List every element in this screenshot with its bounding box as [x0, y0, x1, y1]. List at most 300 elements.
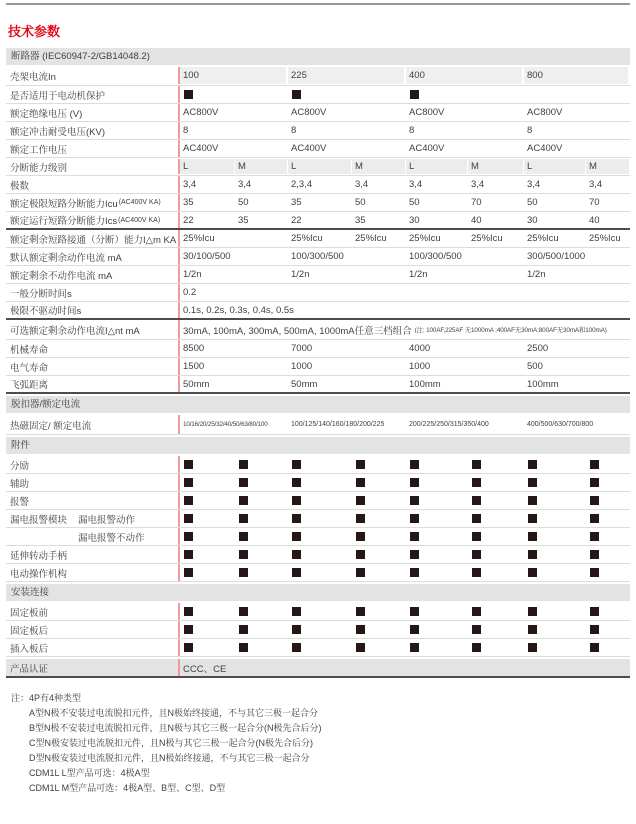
cell-value: 35 [355, 214, 366, 226]
cell-value [406, 564, 468, 581]
check-square [184, 625, 193, 634]
cell-value: 30 [527, 214, 538, 226]
cell-value: 3,4 [409, 179, 423, 190]
check-square [528, 568, 537, 577]
cell-value [178, 320, 630, 339]
table-header-label: 断路器 (IEC60947-2/GB14048.2) [11, 51, 150, 62]
row-label-cell [6, 86, 178, 103]
row-label: 极限不驱动时间s [10, 306, 82, 317]
cell-value-text: 30mA, 100mA, 300mA, 500mA, 1000mA任意三档组合 [183, 325, 412, 337]
check-square [184, 478, 193, 487]
page-title: 技术参数 [8, 24, 61, 39]
cell-value: 1/2n [178, 266, 288, 283]
cell-value [235, 492, 288, 509]
cert-value: CCC、CE [183, 663, 227, 675]
row-label-cell [6, 564, 178, 581]
cell-value [178, 86, 288, 103]
check-square [239, 478, 248, 487]
spec-row [6, 659, 630, 678]
cell-value [586, 546, 630, 563]
cell-value [586, 456, 630, 473]
spec-row [6, 212, 630, 230]
cell-value [235, 621, 288, 638]
cell-value: 22 [291, 214, 302, 226]
cell-value [524, 456, 586, 473]
cell-value: AC400V [527, 143, 563, 154]
check-square [472, 643, 481, 652]
row-label-cell [6, 158, 178, 175]
check-square [292, 607, 301, 616]
cell-value [352, 510, 406, 527]
datasheet-page [0, 3, 636, 796]
cell-value [586, 492, 630, 509]
row-label-cell [6, 266, 178, 283]
cell-value [468, 639, 524, 656]
row-label-cell [6, 320, 178, 339]
row-label-cell [6, 474, 178, 491]
row-sublabel: 漏电报警不动作 [78, 532, 145, 544]
check-square [410, 625, 419, 634]
cell-value-text: 0.1s, 0.2s, 0.3s, 0.4s, 0.5s [183, 304, 294, 316]
check-square [590, 478, 599, 487]
cell-value: 25%Icu [291, 233, 323, 244]
cell-value [352, 474, 406, 491]
cell-value: 3,4 [238, 179, 252, 190]
spec-row [6, 230, 630, 248]
check-square [590, 496, 599, 505]
cell-value: 50 [355, 197, 366, 208]
cell-value [235, 546, 288, 563]
cell-value [524, 474, 586, 491]
cell-value [406, 603, 468, 620]
spec-row [6, 510, 630, 528]
cell-value [178, 621, 235, 638]
check-square [410, 607, 419, 616]
cell-value [524, 621, 586, 638]
cell-value: M [586, 159, 629, 174]
spec-row [6, 528, 630, 546]
check-square [528, 607, 537, 616]
cell-value: 100mm [409, 378, 441, 390]
cell-value: L [406, 159, 467, 174]
cell-value: 100/125/140/160/180/200/225 [291, 421, 385, 428]
check-square [590, 514, 599, 523]
cell-value [235, 474, 288, 491]
cell-value: L [524, 159, 585, 174]
check-square [410, 496, 419, 505]
row-label: 辅助 [10, 478, 30, 490]
notes [6, 691, 630, 796]
note-line: CDM1L L型产品可选：4极A型 [29, 768, 150, 778]
check-square [528, 478, 537, 487]
row-label-cell [6, 659, 178, 676]
cell-value: 2500 [527, 343, 549, 354]
cell-value [468, 474, 524, 491]
spec-row [6, 492, 630, 510]
note-items [11, 706, 630, 796]
cell-value: L [178, 159, 234, 174]
row-label-small: (AC400V KA) [118, 199, 161, 206]
check-square [410, 643, 419, 652]
row-label-cell [6, 415, 178, 434]
check-square [356, 514, 365, 523]
cell-value [352, 621, 406, 638]
cell-value: 10/16/20/25/32/40/50/63/80/100 [178, 415, 288, 434]
spec-row [6, 248, 630, 266]
check-square [410, 568, 419, 577]
row-label-cell [6, 230, 178, 247]
row-label-cell [6, 194, 178, 211]
cell-value: 25%Icu [409, 233, 441, 244]
check-square [292, 643, 301, 652]
cell-value [178, 492, 235, 509]
check-square [356, 643, 365, 652]
row-label: 漏电报警模块 [10, 514, 68, 526]
check-square [239, 514, 248, 523]
cell-value: M [468, 159, 523, 174]
cell-value [524, 492, 586, 509]
row-label-cell [6, 248, 178, 265]
check-square [472, 568, 481, 577]
check-square [472, 625, 481, 634]
cell-value: AC400V [409, 143, 445, 154]
check-square [410, 460, 419, 469]
cell-value: 500 [527, 361, 543, 372]
cell-value: 50 [527, 197, 538, 208]
row-label-cell [6, 621, 178, 638]
spec-row [6, 474, 630, 492]
row-label: 机械寿命 [10, 344, 49, 356]
check-square [184, 532, 193, 541]
section-bar-label: 脱扣器/额定电流 [11, 399, 81, 410]
row-label: 额定绝缘电压 (V) [10, 108, 83, 120]
row-label-cell [6, 66, 178, 85]
cell-value [288, 528, 352, 545]
cell-value [235, 528, 288, 545]
row-label: 额定剩余不动作电流 mA [10, 270, 113, 282]
check-square [239, 643, 248, 652]
section-bar-label: 附件 [11, 440, 31, 451]
check-square [410, 90, 419, 99]
cell-value [178, 510, 235, 527]
cell-value: AC800V [291, 107, 327, 118]
note-lead: 注：4P有4种类型 [11, 693, 82, 703]
check-square [590, 550, 599, 559]
cell-value: 8 [291, 125, 297, 136]
cell-value [406, 546, 468, 563]
spec-row [6, 546, 630, 564]
row-label: 产品认证 [10, 663, 49, 675]
row-label: 固定板后 [10, 625, 49, 637]
check-square [590, 607, 599, 616]
check-square [356, 568, 365, 577]
cell-value: 100mm [527, 378, 559, 390]
cell-value [468, 510, 524, 527]
cell-value [524, 546, 586, 563]
check-square [184, 550, 193, 559]
row-label-cell [6, 639, 178, 656]
check-square [356, 496, 365, 505]
check-square [239, 607, 248, 616]
cell-value: 50 [238, 197, 249, 208]
cell-value: 7000 [291, 343, 313, 354]
check-square [356, 607, 365, 616]
cell-value: 25%Icu [589, 233, 621, 244]
table-rows [6, 66, 630, 678]
section-bar [6, 437, 630, 454]
check-square [239, 496, 248, 505]
row-label: 插入板后 [10, 643, 49, 655]
cell-value [178, 546, 235, 563]
cell-value [406, 492, 468, 509]
cell-value [352, 564, 406, 581]
check-square [184, 607, 193, 616]
spec-row [6, 639, 630, 657]
check-square [292, 460, 301, 469]
cell-value: 400/500/630/700/800 [527, 421, 594, 428]
cell-value: 70 [471, 197, 482, 208]
cell-value: 8 [409, 125, 415, 136]
section-bar [6, 584, 630, 601]
row-label: 电动操作机构 [10, 568, 68, 580]
cell-value [288, 510, 352, 527]
cell-value: 8 [527, 125, 533, 136]
cell-value [586, 621, 630, 638]
cell-value: 3,4 [355, 179, 369, 190]
spec-row [6, 415, 630, 435]
check-square [410, 514, 419, 523]
cell-value: AC800V [527, 107, 563, 118]
cell-value: 1000 [409, 361, 431, 372]
check-square [472, 514, 481, 523]
cell-value: 25%Icu [527, 233, 559, 244]
section-bar [6, 396, 630, 413]
row-label-cell [6, 510, 178, 527]
check-square [528, 625, 537, 634]
cell-value: 25%Icu [178, 230, 288, 247]
spec-row [6, 194, 630, 212]
check-square [590, 625, 599, 634]
cell-value: 200/225/250/315/350/400 [409, 421, 489, 428]
spec-row [6, 456, 630, 474]
cell-value [288, 603, 352, 620]
row-label-cell [6, 603, 178, 620]
cell-value: 40 [589, 214, 600, 226]
row-label: 分断能力级别 [10, 162, 68, 174]
cell-value: 50mm [291, 378, 318, 390]
cell-value: 1/2n [291, 269, 310, 280]
cell-value [235, 456, 288, 473]
cell-note: (注: 100AF,225AF 无1000mA ;400AF无30mA;800AF无30mA和100mA) [414, 327, 607, 334]
cell-value [468, 564, 524, 581]
cell-value [235, 603, 288, 620]
row-label: 一般分断时间s [10, 288, 72, 300]
cell-value: L [288, 159, 351, 174]
cell-value: 35 [178, 194, 235, 211]
cell-value: 300/500/1000 [527, 251, 586, 262]
row-label-cell [6, 528, 178, 545]
cell-value: AC400V [291, 143, 327, 154]
check-square [356, 478, 365, 487]
check-square [239, 550, 248, 559]
cell-value [406, 528, 468, 545]
check-square [292, 514, 301, 523]
cell-value: 100/300/500 [409, 251, 462, 262]
note-line: D型N极安装过电流脱扣元件，且N极始终接通，不与其它三极一起合分 [29, 753, 310, 763]
cell-value: 1/2n [409, 269, 428, 280]
row-label-cell [6, 104, 178, 121]
check-square [239, 532, 248, 541]
check-square [292, 90, 301, 99]
table-header-bar [6, 48, 630, 65]
spec-row [6, 140, 630, 158]
cell-value: 1/2n [527, 269, 546, 280]
check-square [590, 460, 599, 469]
spec-row [6, 621, 630, 639]
check-square [590, 568, 599, 577]
row-label: 壳架电流In [10, 71, 56, 83]
check-square [239, 625, 248, 634]
cell-value [406, 456, 468, 473]
cell-value: 8 [178, 122, 288, 139]
cell-value [288, 621, 352, 638]
check-square [292, 532, 301, 541]
row-label: 额定运行短路分断能力Ics [10, 216, 118, 227]
check-square [184, 514, 193, 523]
check-square [528, 550, 537, 559]
check-square [184, 643, 193, 652]
check-square [356, 625, 365, 634]
cell-value [352, 639, 406, 656]
cell-value: 25%Icu [471, 233, 503, 244]
cell-value [235, 564, 288, 581]
cell-value [524, 564, 586, 581]
check-square [590, 643, 599, 652]
cell-value-text: 0.2 [183, 287, 197, 298]
check-square [472, 496, 481, 505]
row-label: 可选额定剩余动作电流I△nt mA [10, 325, 140, 337]
check-square [528, 496, 537, 505]
row-label: 额定工作电压 [10, 144, 68, 156]
cell-value: 3,4 [527, 179, 541, 190]
row-label: 是否适用于电动机保护 [10, 90, 106, 102]
spec-row [6, 66, 630, 86]
cell-value: AC800V [178, 104, 288, 121]
cell-value [586, 474, 630, 491]
spec-row [6, 266, 630, 284]
row-label: 额定剩余短路接通（分断）能力I△m KA [10, 234, 177, 246]
cell-value [288, 474, 352, 491]
check-square [356, 460, 365, 469]
cell-value: 800 [524, 67, 628, 84]
cell-value [468, 492, 524, 509]
check-square [528, 514, 537, 523]
cell-value [586, 564, 630, 581]
spec-row [6, 376, 630, 394]
check-square [184, 568, 193, 577]
check-square [356, 550, 365, 559]
row-label-cell [6, 358, 178, 375]
spec-row [6, 104, 630, 122]
cell-value: 50mm [178, 376, 288, 392]
cell-value [406, 474, 468, 491]
check-square [410, 550, 419, 559]
cell-value: 400 [406, 67, 522, 84]
cell-value [352, 492, 406, 509]
cell-value [288, 639, 352, 656]
cell-value [468, 603, 524, 620]
row-sublabel: 漏电报警动作 [78, 514, 136, 526]
cell-value [524, 86, 630, 103]
row-label: 分励 [10, 460, 30, 472]
check-square [410, 532, 419, 541]
cell-value [586, 639, 630, 656]
cell-value [586, 528, 630, 545]
check-square [590, 532, 599, 541]
spec-row [6, 302, 630, 320]
row-label: 固定板前 [10, 607, 49, 619]
cell-value [352, 546, 406, 563]
spec-row [6, 340, 630, 358]
spec-row [6, 358, 630, 376]
row-label: 报警 [10, 496, 30, 508]
check-square [528, 532, 537, 541]
check-square [472, 550, 481, 559]
row-label: 额定冲击耐受电压(KV) [10, 126, 106, 138]
cell-value: AC800V [409, 107, 445, 118]
row-label-cell [6, 456, 178, 473]
cell-value [288, 546, 352, 563]
cell-value: 70 [589, 197, 600, 208]
note-line: A型N极不安装过电流脱扣元件，且N极始终接通，不与其它三极一起合分 [29, 708, 319, 718]
check-square [184, 496, 193, 505]
cell-value [178, 528, 235, 545]
cell-value: 2,3,4 [291, 179, 313, 190]
cell-value [586, 510, 630, 527]
cell-value [524, 603, 586, 620]
row-label: 额定极限短路分断能力Icu [10, 198, 118, 210]
cell-value [352, 528, 406, 545]
spec-row [6, 564, 630, 582]
note-line: CDM1L M型产品可选：4极A型、B型、C型、D型 [29, 783, 226, 793]
cell-value: 3,4 [471, 179, 485, 190]
cell-value [178, 639, 235, 656]
row-label-cell [6, 284, 178, 301]
spec-row [6, 176, 630, 194]
cell-value: 4000 [409, 343, 431, 354]
cell-value: M [235, 159, 287, 174]
top-rule [6, 3, 630, 5]
check-square [410, 478, 419, 487]
row-label-cell [6, 492, 178, 509]
row-label: 热磁固定/ 额定电流 [10, 420, 92, 432]
row-label-cell [6, 302, 178, 318]
spec-row [6, 603, 630, 621]
check-square [239, 568, 248, 577]
cell-value: M [352, 159, 405, 174]
spec-row [6, 158, 630, 176]
row-label: 默认额定剩余动作电流 mA [10, 252, 122, 264]
cell-value [178, 284, 630, 301]
cell-value: 100/300/500 [291, 251, 344, 262]
cell-value [178, 659, 630, 676]
cell-value [468, 528, 524, 545]
cell-value [352, 456, 406, 473]
check-square [472, 532, 481, 541]
cell-value [524, 639, 586, 656]
cell-value [468, 546, 524, 563]
cell-value: 35 [238, 214, 249, 226]
